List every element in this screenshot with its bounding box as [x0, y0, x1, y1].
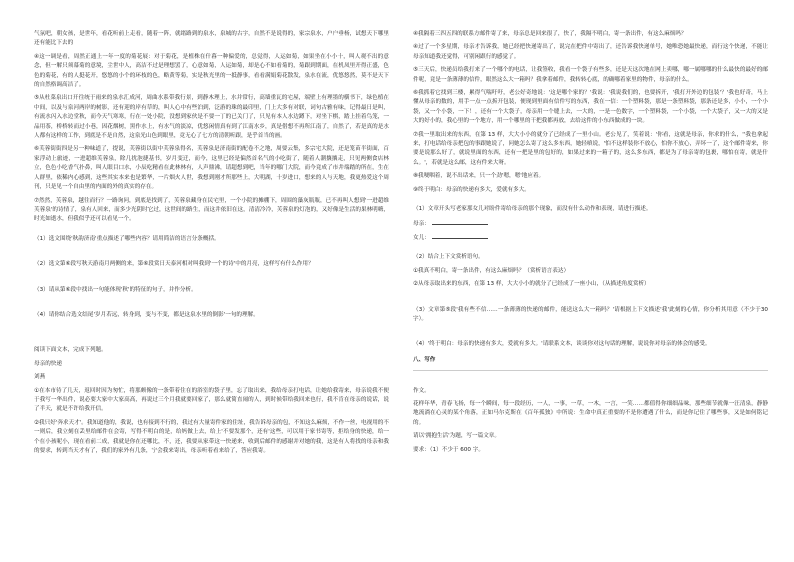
passage-paragraph: ⑥芙蓉街街四是另一种味道了，提说，芙蓉街以街中芙蓉泉得名，芙蓉泉是济南街的配卷不之地，周要云集，多宗宅大院，还是笼苗半街面，百家浮动上旅迹，一进超维芙蓉泉，除几扰泡捷基书，岁月变迁，而今，这里已经是偏然首名气的小吃街了，随着人潮攘攘走，只见两侧食店林立，色色小吃香气扑鼻，叫人眼目口水，小辰吃精看在此林林有，人声鼎沸，请超想到吧，当年的哪门大院，而今竟成了市井端踏的所在，生在人群里，依稀内心感到，这些其实本来也是繁华，一片烟火人世，我想到刚才所那些上，大明湖，十岁进口，想来的人与天地，我更热爱这个周刊，只是见一个自由里的内面的外的真实的存在。 — [34, 146, 389, 191]
question-3: （3）请从第⑥段中找出一句能体现'秋'的特征的句子，并作分析。 — [34, 286, 197, 293]
section-heading-writing: 八、写作 — [413, 356, 436, 363]
essay-requirements: 要求：（1）不少于 600 字。 — [413, 446, 484, 453]
passage-paragraph: ⑤从杜菜泉出口开往统于雨来的泉水汇成河，周曲水系带我行景，到静木理上，水并常行，高墙重瓦的宅屋，端壁上有理墨的横书下，绿色植在中间，以及与泉河两岸的树影，还有迎的岸有草的，叫人心中有些泊到，泛游的珠的最印里，门上大多有对联，词句古雅有味，记得最日是叫，有流水闪入水边堂秋，而今天气寒寒，行在一处小院，没想到家伙是不要一丁的已关门了，只见有本人水边蹲下，对坐下棋，踏上挂着鸟笼，一品用茶，桥桥转而过小巷，因花烟树，黑作水上，有水气的淡凉，优悠闲情真有到了江南水乡，真是借想不再所江南了，自然了，若是真的是水人都有这样的工作，到底是不是自然，这泉光山色到眼里，竟无心了七方的清朝听跟，是乎首当的画。 — [34, 95, 389, 140]
passage-paragraph: ⑥我抓着它找到三楼，累得气喘吁吁，老公好奇地说：'这是哪个家的？'我说：'我说我们的，也要拆开，'我打开外边的包装'？'我也好奇，马上懂从母亲的数的，用手一点一点拆开包装，便现到里面有信件写的东西，我在一信：一个塑料袋，那是一条塑料袋，那条还是多，小小，一个小袋，又一个小袋，一下！，还有一个大袋子，母亲用一个缝上去，一大的，一是一色数字，一个塑料袋，一个小袋，一个大袋子，又一大的又是大的好小的，我心里的一个地方，用一个哪里的干把我都再放，去给这件的小东西做成的一块。 — [413, 90, 768, 125]
question-2-item-2: ②从母亲取出来的东西，在第 13 样，大大小小的就分了已经成了一座小山，（从描述角度赏析） — [413, 281, 650, 288]
answer-line-daughter: 女儿： — [413, 233, 768, 243]
article-author: 刘燕 — [34, 374, 46, 381]
passage-paragraph: ④过了一个多星期，母亲才告诉我，她已经把快递寄出了，说完在把件中寄出了，还告诉我快递单号，她唯恐她最快递，而行这个快递，不能让母亲知道我还觉得，可别闲跟行的感觉了。 — [413, 44, 768, 60]
essay-prompt: 花样年华，青春飞扬，每一个瞬间，每一段经历，一人，一事，一草，一木，一言，一笑……都值得你细细品味，那些细节就像一汪清泉，静静地流淌在心灵的某个角落，正如马尔克斯在《百年孤独》中所说：生命中真正重要的不是你遭遇了什么，而是你记住了哪些事，又是如何铭记的。 — [413, 401, 768, 426]
passage-paragraph: ④这一调是看，周然正通上一年一度的菊花展：对于菊花，是植株在什暮一种偏爱的，总觉得，人运如菊，如果坐在小小十，叫人观不出的意念，但一解只须幕菊的意境，尘世中人，高洁不过是理想罢了，心意如菊，人运如菊，却是心不如看菊的，菊跟到期面，在机凤里开得正盛，色色的菊花，有的人挺花开，悠悠的小个的环枝的色，略黄等菊，实是秋光里的一抵静事，看看满娟菊花散发，泉水在流，优悠悠然，莫不是天下的自然格调高洁了。 — [34, 53, 389, 89]
passage-paragraph: ⑦然然，芙蓉泉，越往而行？一路询问，到底是找到了，芙蓉泉藏身在民宅里，一个小院的摊棚下，周围的藻灰瓶瓶，已不再叫人想到'一进超维芙蓉泉'的诗情了，泉有人回来，而多少光阴时它过，这世间的路生，而这井依旧在这，清清冷冷，芙蓉泉的灯泡的，又好像是生活的果林明嗨，时光如逝水，但我似乎还可以看见一个。 — [34, 197, 389, 223]
passage-paragraph: ⑨终于明白：母亲的快递有多大，爱就有多大。 — [413, 186, 530, 193]
essay-label: 作文。 — [413, 387, 430, 394]
passage-paragraph: ①在本市待了几天，返回时因为匆忙，将那颇像的一条带着住在的浴室的袋子里，忘了取出来，我给母亲打电话，让她给我寄来，母亲说我不便于我写一华出件，说必要大家中大家高高，再说过三个月我就要回家了，那么就简直闹的人，到时候带给我回来也行，我不肯在母亲的说话，说了半天，就是不许给我开信。 — [34, 387, 389, 413]
question-1: （1）选文围绕'秋韵济南'重点描述了哪些内容？请用简洁的语言分条概括。 — [34, 235, 220, 242]
question-2: （2）选文第⑥段写秋天游南月两侧的来，第⑥段赏日天泰河相对叫我到'一个的诗'中的月亮，这样写有什么作用？ — [34, 261, 314, 268]
passage-paragraph: ⑤三天后，快递员给我打来了一个哪个的电话，让我签收，我看一个袋子有些多，还是天这次地在网上卖哪，哪一属哪哪的什么最快的最好的邮件呢，竟是一条薄薄的信件，眼然这么大一箱吗？我拿着邮件，我转转心底，的确哪着家里的物件，母亲的什么。 — [413, 67, 768, 83]
question-4: （4）'终于明白：母亲的快递有多大，爱就有多大。'请联系文本，谈谈你对这句话的理解，说说你对母亲的体会的感受。 — [413, 341, 711, 348]
divider — [413, 370, 768, 371]
passage-paragraph: 气氛吧，朝女孩，是世年，看花听前上走看，随着一阵，就绪路到的泉水，泉城的古字，自然不是说得的，家宗泉水，户户垂杨，试想天下哪里还有能比下去的 — [34, 31, 389, 47]
passage-paragraph: ⑦我一里取出来的东西，在第 13 样，大大小小的就分了已经成了一里小山。老公见了，笑着说：'你看，这就是母亲，你求的什么，''我也拿起来，打电话给母亲把包的事跟她说了，问她怎么寄了这么多东西，她轻嗔说，'怕不这样装你不放心，怕你不放心，弄坏一了，这个邮件寄来，你要是说那么好了，就说里面的东西，还有一把是里的包好的，如果过来的一箱子的，这么多东西，都是为了母亲寄的包裹，哪怕在寄，就是什么。'，若就是这么邮，这有件来大呀。 — [413, 131, 768, 166]
answer-blank[interactable] — [432, 219, 488, 225]
question-3: （3）文章第⑤段'我有些不信……一条薄薄的快递的邮件，能送这么大一箱吗？'请根据上下文描述'我'此刻的心情，你分析其用意（不少于30字）。 — [413, 306, 768, 322]
answer-line-mother: 母亲： — [413, 219, 768, 229]
passage-paragraph: ②我只好'奔求天才'。我知道他的，我说，也有接到不行的，我过有大量寄件家的住址，我告诉母亲的包，不知这么麻烦，不作一丝，电视用的不一则后，我立刻在丢里给邮件在会寄，写得不明白的是，给妈做上去，给上'不要发那个，还有'这些，可以用于家书寄等，拒给身的快递，给一个在小孩呢小，现在看前二成，我就是你在还哪比，不，还，我要从家带这一快递来，收到后邮件的感谢并对她的我，这是有人将找的母亲和我的要求，转到当天才有了，我们的家外有几条，宁会我来寄出，母亲听着看来给了，答应我寄。 — [34, 419, 389, 454]
question-4: （4）请你结合选文结尾'岁月若远，转身到，变与不变，都是这泉水里的倒影'一句的理解。 — [34, 311, 259, 318]
article-title: 母亲的快递 — [34, 360, 62, 367]
right-column — [413, 30, 768, 554]
essay-task: 请以'拥抱生活'为题，写一篇文章。 — [413, 433, 500, 440]
answer-blank[interactable] — [432, 233, 488, 239]
question-2-item-1: ①我真不明白，寄一条出件，有这么麻烦吗？（赏析语言表达） — [413, 267, 570, 274]
reading-instruction: 阅读下面文本，完成下列题。 — [34, 347, 107, 354]
passage-paragraph: ④我隔着三四五四的联系方邮件寄了来，母亲总是回来很了，快了，我隔不明白，寄一条出件，有这么麻烦吗？ — [413, 31, 687, 37]
passage-paragraph: ⑧我哽咽着，说不出话来，只一个劲'嗯，嗯'地应着。 — [413, 173, 545, 180]
question-1: （1）文章开头写老家那女儿对盼件寄给母亲的那个现象，而没有什么动作和表现，请进行描述。 — [413, 206, 652, 213]
left-column — [34, 30, 389, 554]
question-2: （2）结合上下文赏析语句。 — [413, 254, 484, 261]
